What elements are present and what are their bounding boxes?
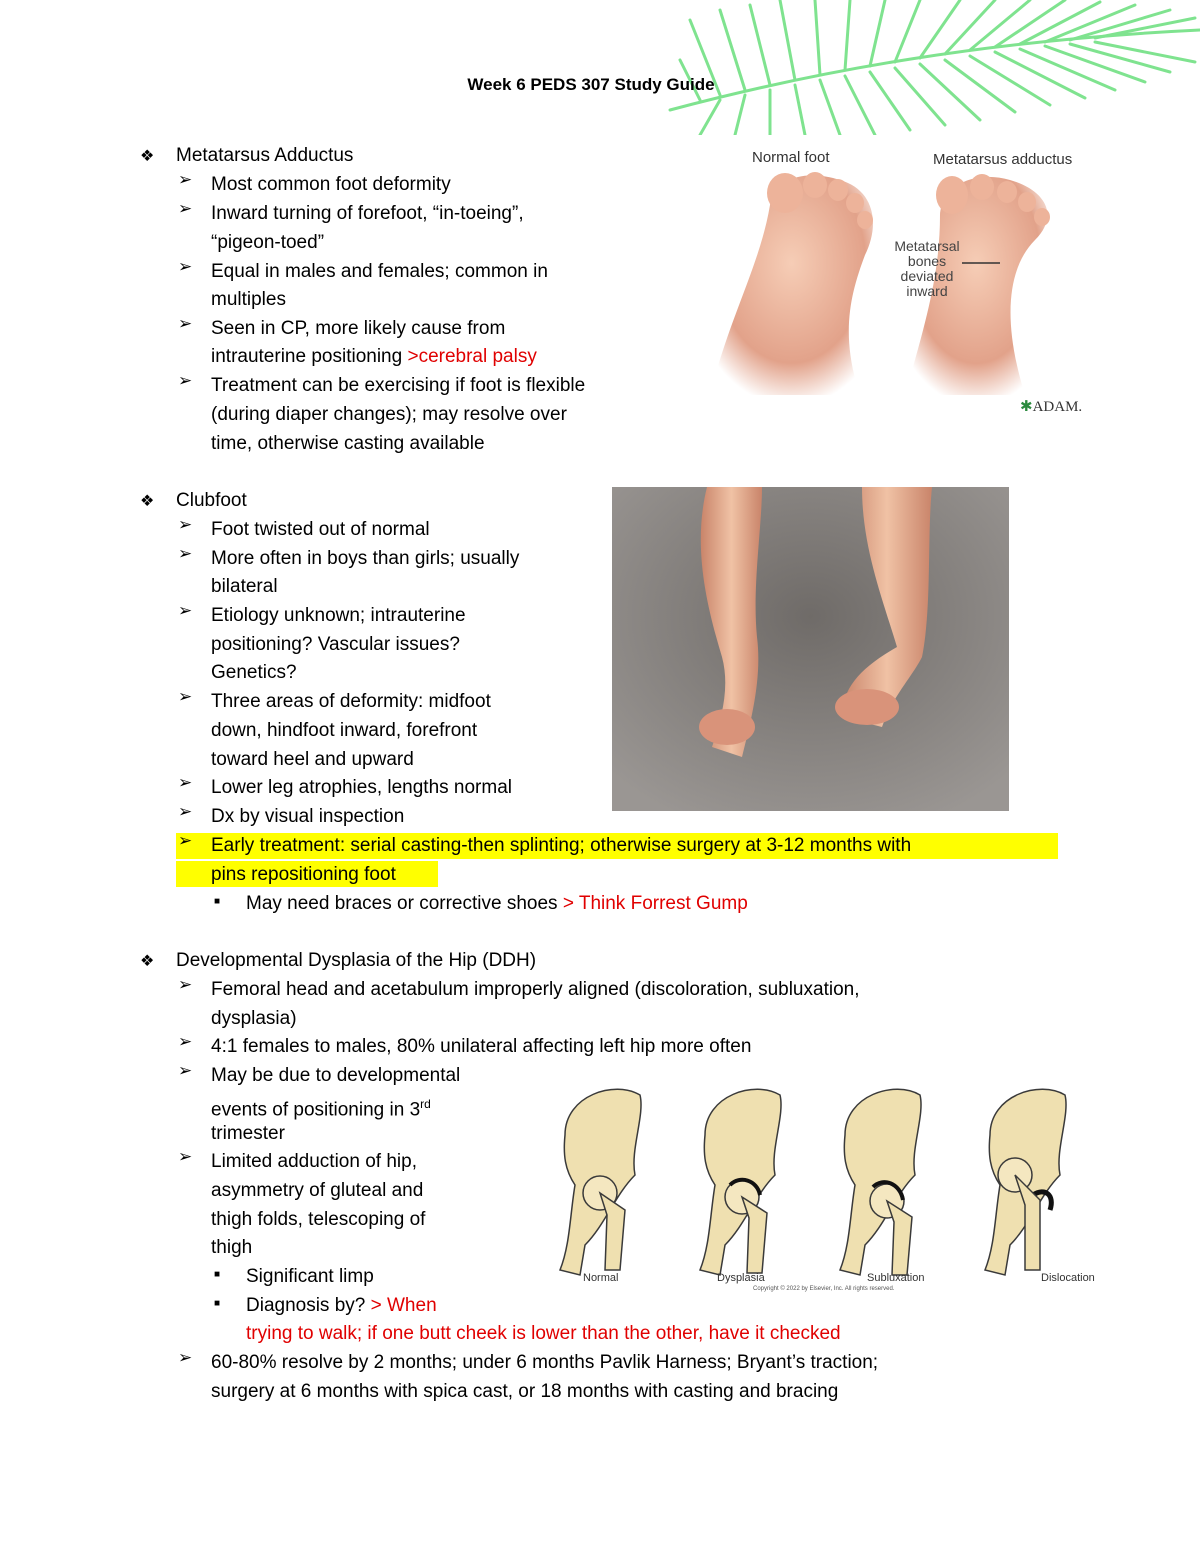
list-item-cont: toward heel and upward (211, 749, 414, 770)
square-bullet-icon: ■ (214, 1298, 221, 1309)
list-item-cont: multiples (211, 289, 286, 310)
arrow-bullet-icon: ➢ (178, 1348, 193, 1367)
list-item-cont: pins repositioning foot (211, 864, 396, 885)
red-note: >cerebral palsy (407, 346, 537, 367)
list-item-cont: trimester (211, 1123, 285, 1144)
callout-metatarsal: Metatarsal bones deviated inward (894, 238, 960, 299)
hip-series-art (545, 1075, 1120, 1300)
list-item-cont: thigh (211, 1237, 253, 1258)
list-item-cont: down, hindfoot inward, forefront (211, 720, 478, 741)
list-item: Foot twisted out of normal (211, 519, 430, 540)
list-item-cont: intrauterine positioning >cerebral palsy (211, 346, 537, 367)
list-item-cont: surgery at 6 months with spica cast, or 18 months with casting and bracing (211, 1381, 839, 1402)
page-title: Week 6 PEDS 307 Study Guide (467, 75, 715, 94)
copyright-note: Copyright © 2022 by Elsevier, Inc. All rights reserved. (753, 1286, 895, 1292)
list-item: Three areas of deformity: midfoot (211, 691, 491, 712)
arrow-bullet-icon: ➢ (178, 1061, 193, 1080)
section-heading: Metatarsus Adductus (176, 145, 354, 166)
list-item: Femoral head and acetabulum improperly aligned (discoloration, subluxation, (211, 979, 860, 1000)
red-note: > When (370, 1295, 437, 1316)
adam-logo: ✱ADAM. (1020, 399, 1083, 415)
arrow-bullet-icon: ➢ (178, 314, 193, 333)
diamond-bullet-icon: ❖ (140, 493, 155, 510)
clubfoot-photo (612, 487, 1009, 811)
label-dislocation: Dislocation (1041, 1272, 1095, 1284)
diamond-bullet-icon: ❖ (140, 148, 155, 165)
star-icon: ✱ (1020, 399, 1033, 415)
arrow-bullet-icon: ➢ (178, 515, 193, 534)
list-item: 60-80% resolve by 2 months; under 6 months Pavlik Harness; Bryant’s traction; (211, 1352, 879, 1373)
list-item: 4:1 females to males, 80% unilateral affecting left hip more often (211, 1036, 752, 1057)
list-item: Limited adduction of hip, (211, 1151, 417, 1172)
list-item: May be due to developmental (211, 1065, 461, 1086)
arrow-bullet-icon: ➢ (178, 802, 193, 821)
diamond-bullet-icon: ❖ (140, 953, 155, 970)
hip-normal (560, 1089, 641, 1275)
arrow-bullet-icon: ➢ (178, 687, 193, 706)
label-metatarsus-adductus: Metatarsus adductus (933, 151, 1073, 168)
hip-dislocation (985, 1089, 1066, 1275)
clubfoot-photo-art (612, 487, 1009, 811)
hip-dysplasia-figure (545, 1075, 1120, 1300)
square-bullet-icon: ■ (214, 896, 221, 907)
list-item-cont: dysplasia) (211, 1008, 297, 1029)
label-normal: Normal (583, 1272, 619, 1284)
list-item-cont: Genetics? (211, 662, 297, 683)
list-item: Seen in CP, more likely cause from (211, 318, 506, 339)
label-dysplasia: Dysplasia (717, 1272, 765, 1284)
arrow-bullet-icon: ➢ (178, 371, 193, 390)
hip-subluxation (840, 1089, 921, 1275)
list-item-cont: (during diaper changes); may resolve over (211, 404, 567, 425)
list-item-cont: “pigeon-toed” (211, 232, 325, 253)
arrow-bullet-icon: ➢ (178, 601, 193, 620)
list-item-cont: events of positioning in 3rd (211, 1097, 431, 1121)
sub-item-cont: trying to walk; if one butt cheek is lower than the other, have it checked (246, 1323, 841, 1344)
section-heading: Clubfoot (176, 490, 247, 511)
list-item: More often in boys than girls; usually (211, 548, 520, 569)
arrow-bullet-icon: ➢ (178, 773, 193, 792)
list-item-cont: thigh folds, telescoping of (211, 1209, 426, 1230)
arrow-bullet-icon: ➢ (178, 199, 193, 218)
sub-item: Significant limp (246, 1266, 374, 1287)
metatarsus-figure (690, 145, 1110, 415)
label-subluxation: Subluxation (867, 1272, 925, 1284)
hip-dysplasia (700, 1089, 781, 1275)
list-item: Lower leg atrophies, lengths normal (211, 777, 513, 798)
list-item: Equal in males and females; common in (211, 261, 548, 282)
arrow-bullet-icon: ➢ (178, 1147, 193, 1166)
list-item-cont: bilateral (211, 576, 278, 597)
square-bullet-icon: ■ (214, 1269, 221, 1280)
leaf-decoration (640, 0, 1200, 135)
list-item: Most common foot deformity (211, 174, 451, 195)
arrow-bullet-icon: ➢ (178, 170, 193, 189)
arrow-bullet-icon: ➢ (178, 544, 193, 563)
arrow-bullet-icon: ➢ (178, 257, 193, 276)
list-item: Etiology unknown; intrauterine (211, 605, 466, 626)
label-normal-foot: Normal foot (752, 149, 830, 166)
sub-item: May need braces or corrective shoes > Think Forrest Gump (246, 893, 748, 914)
list-item: Dx by visual inspection (211, 806, 405, 827)
sub-item: Diagnosis by? > When (246, 1295, 437, 1316)
list-item-highlighted: Early treatment: serial casting-then splinting; otherwise surgery at 3-12 months with (211, 835, 912, 856)
list-item-cont: positioning? Vascular issues? (211, 634, 460, 655)
section-heading: Developmental Dysplasia of the Hip (DDH) (176, 950, 537, 971)
arrow-bullet-icon: ➢ (178, 975, 193, 994)
arrow-bullet-icon: ➢ (178, 831, 193, 850)
list-item-cont: asymmetry of gluteal and (211, 1180, 424, 1201)
list-item-cont: time, otherwise casting available (211, 433, 485, 454)
list-item: Inward turning of forefoot, “in-toeing”, (211, 203, 524, 224)
arrow-bullet-icon: ➢ (178, 1032, 193, 1051)
red-note: > Think Forrest Gump (562, 893, 748, 914)
list-item: Treatment can be exercising if foot is flexible (211, 375, 586, 396)
